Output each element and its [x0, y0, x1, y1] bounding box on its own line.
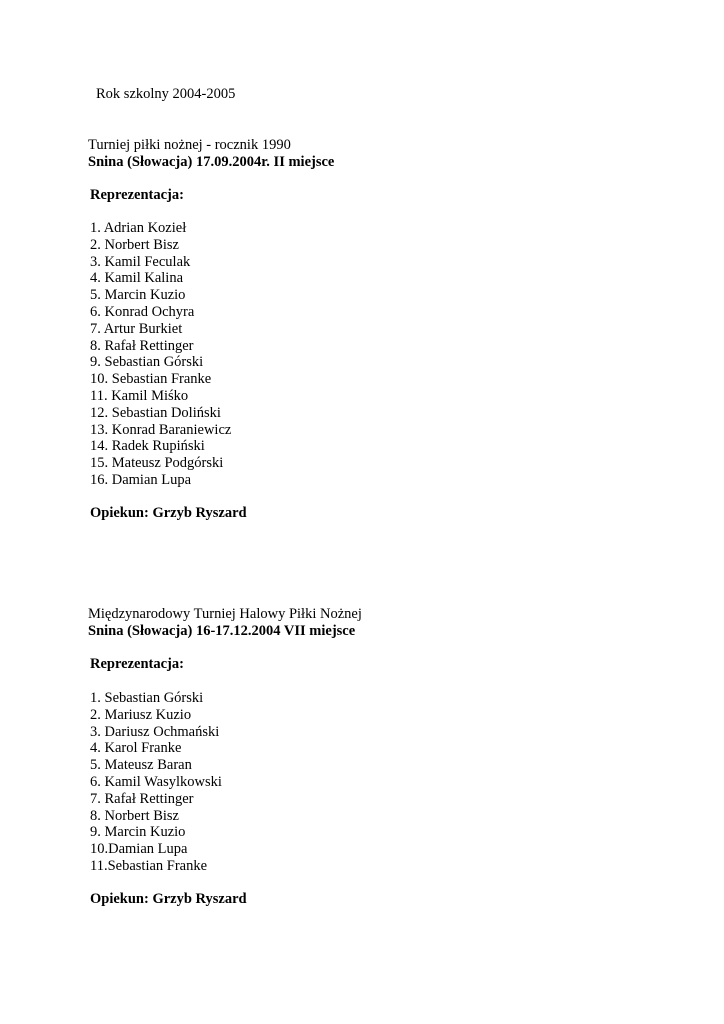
tournament-2-place: Snina (Słowacja) 16-17.12.2004 VII miejsce — [88, 623, 356, 639]
list-item: 10.Damian Lupa — [90, 841, 188, 858]
list-item: 11.Sebastian Franke — [90, 857, 208, 874]
list-item: 14. Radek Rupiński — [90, 438, 205, 455]
list-item: 3. Dariusz Ochmański — [90, 723, 220, 740]
list-item: 9. Marcin Kuzio — [90, 824, 186, 841]
list-item: 7. Rafał Rettinger — [90, 790, 194, 807]
list-item: 1. Sebastian Górski — [90, 690, 204, 706]
list-item: 7. Artur Burkiet — [90, 320, 183, 337]
list-item: 4. Karol Franke — [90, 740, 182, 757]
tournament-1-player-list — [90, 220, 231, 489]
list-item: 8. Norbert Bisz — [90, 807, 179, 824]
list-item: 12. Sebastian Doliński — [90, 404, 221, 421]
list-item: 1. Adrian Kozieł — [90, 220, 187, 236]
tournament-1-place: Snina (Słowacja) 17.09.2004r. II miejsce — [88, 154, 335, 170]
tournament-2-team-heading: Reprezentacja: — [90, 656, 184, 672]
tournament-1-title: Turniej piłki nożnej - rocznik 1990 — [88, 137, 291, 153]
list-item: 2. Norbert Bisz — [90, 236, 179, 253]
list-item: 15. Mateusz Podgórski — [90, 455, 224, 472]
list-item: 10. Sebastian Franke — [90, 371, 212, 388]
list-item: 11. Kamil Miśko — [90, 387, 189, 404]
list-item: 2. Mariusz Kuzio — [90, 706, 192, 723]
tournament-2-title: Międzynarodowy Turniej Halowy Piłki Nożnej — [88, 606, 362, 622]
list-item: 4. Kamil Kalina — [90, 270, 184, 287]
list-item: 9. Sebastian Górski — [90, 354, 204, 371]
school-year-heading: Rok szkolny 2004-2005 — [96, 86, 236, 102]
tournament-1-guardian: Opiekun: Grzyb Ryszard — [90, 505, 247, 521]
tournament-2-player-list — [90, 690, 222, 875]
tournament-1-team-heading: Reprezentacja: — [90, 187, 184, 203]
list-item: 3. Kamil Feculak — [90, 253, 191, 270]
tournament-2-guardian: Opiekun: Grzyb Ryszard — [90, 891, 247, 907]
list-item: 6. Konrad Ochyra — [90, 303, 195, 320]
list-item: 16. Damian Lupa — [90, 471, 192, 488]
list-item: 13. Konrad Baraniewicz — [90, 421, 232, 438]
list-item: 6. Kamil Wasylkowski — [90, 773, 222, 790]
list-item: 8. Rafał Rettinger — [90, 337, 194, 354]
list-item: 5. Marcin Kuzio — [90, 287, 186, 304]
list-item: 5. Mateusz Baran — [90, 757, 192, 774]
